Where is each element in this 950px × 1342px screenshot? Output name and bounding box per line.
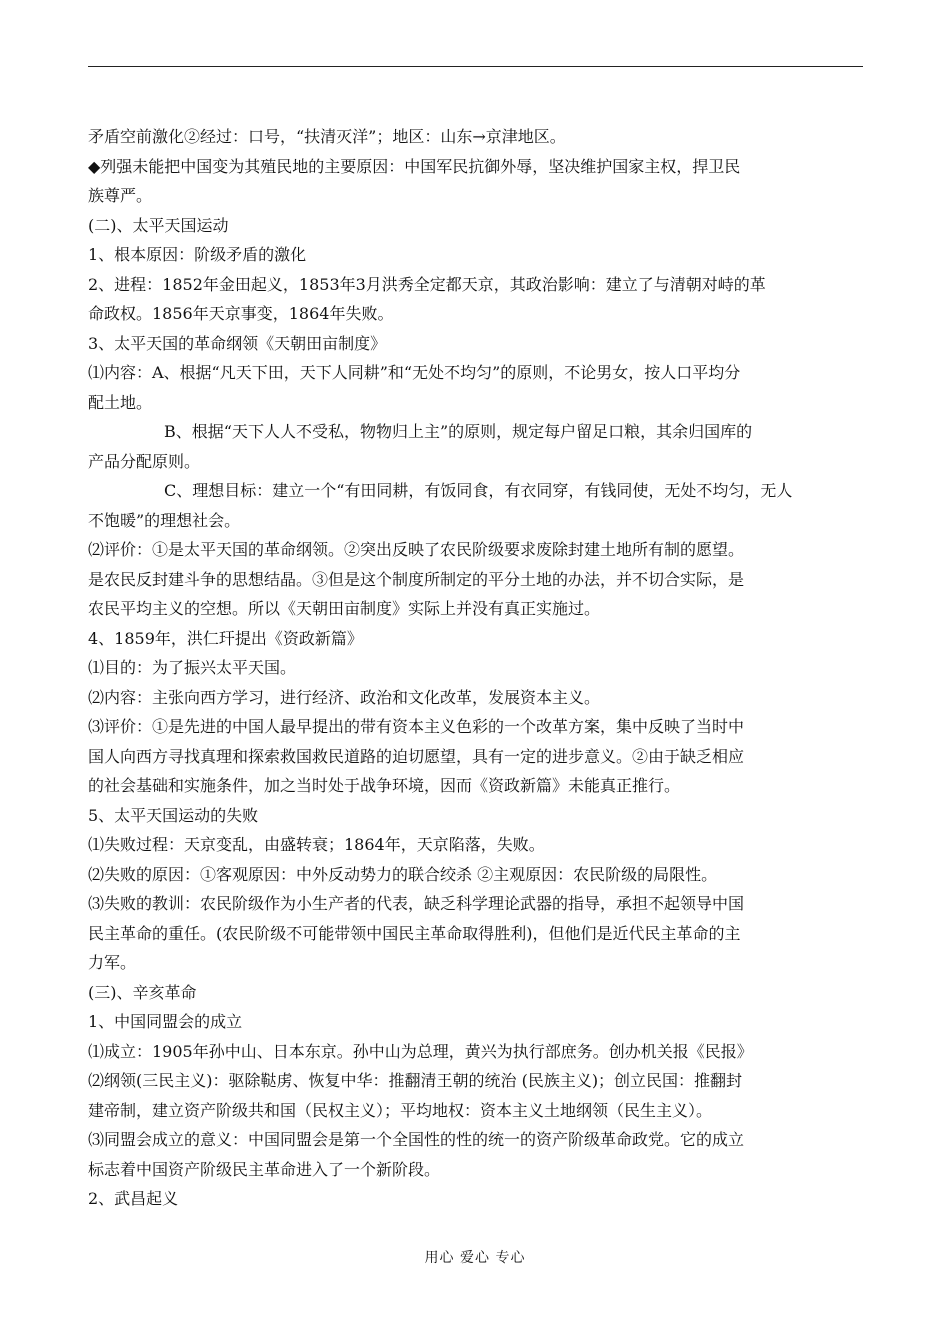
text-line: ⑵内容：主张向西方学习，进行经济、政治和文化改革，发展资本主义。 [88, 687, 601, 707]
page-footer: 用心 爱心 专心 [424, 1250, 526, 1266]
text-line: 民主革命的重任。(农民阶级不可能带领中国民主革命取得胜利)，但他们是近代民主革命的主 [88, 923, 741, 943]
text-line: ⑴失败过程：天京变乱，由盛转衰；1864年，天京陷落，失败。 [88, 835, 545, 854]
text-line: ⑶同盟会成立的意义：中国同盟会是第一个全国性的性的统一的资产阶级革命政党。它的成立 [88, 1130, 745, 1149]
section-heading: (二)、太平天国运动 [88, 215, 229, 235]
text-line: 1、中国同盟会的成立 [88, 1012, 243, 1031]
text-line: 不饱暖”的理想社会。 [88, 510, 241, 530]
text-line: 族尊严。 [88, 186, 153, 205]
text-line: ⑶评价：①是先进的中国人最早提出的带有资本主义色彩的一个改革方案，集中反映了当时中 [88, 717, 745, 736]
text-line: B、根据“天下人人不受私，物物归上主”的原则，规定每户留足口粮，其余归国库的 [164, 422, 753, 441]
text-line: ⑵评价：①是太平天国的革命纲领。②突出反映了农民阶级要求废除封建土地所有制的愿望。 [88, 540, 745, 559]
text-line: ⑵纲领(三民主义)：驱除鞑虏、恢复中华：推翻清王朝的统治 (民族主义)；创立民国：推翻封 [88, 1071, 743, 1090]
text-line: 建帝制，建立资产阶级共和国（民权主义）；平均地权：资本主义土地纲领（民生主义）。 [88, 1100, 713, 1120]
text-line: C、理想目标：建立一个“有田同耕，有饭同食，有衣同穿，有钱同使，无处不均匀，无人 [164, 481, 793, 500]
text-line: ⑵失败的原因：①客观原因：中外反动势力的联合绞杀 ②主观原因：农民阶级的局限性。 [88, 864, 718, 884]
section-heading: (三)、辛亥革命 [88, 982, 197, 1002]
text-line: 3、太平天国的革命纲领《天朝田亩制度》 [88, 333, 387, 353]
text-line: 配土地。 [88, 392, 153, 412]
text-line: ⑴成立：1905年孙中山、日本东京。孙中山为总理，黄兴为执行部庶务。创办机关报《民报》 [88, 1041, 753, 1061]
text-line: 标志着中国资产阶级民主革命进入了一个新阶段。 [88, 1159, 441, 1179]
text-line: 的社会基础和实施条件，加之当时处于战争环境，因而《资政新篇》未能真正推行。 [88, 776, 681, 795]
header-rule [88, 66, 863, 67]
text-line: 农民平均主义的空想。所以《天朝田亩制度》实际上并没有真正实施过。 [88, 599, 601, 618]
text-line: 力军。 [88, 953, 137, 972]
text-line: 国人向西方寻找真理和探索救国救民道路的迫切愿望，具有一定的进步意义。②由于缺乏相应 [88, 746, 745, 766]
text-line: 命政权。1856年天京事变，1864年失败。 [88, 304, 394, 323]
text-line: ⑶失败的教训：农民阶级作为小生产者的代表，缺乏科学理论武器的指导，承担不起领导中国 [88, 894, 745, 913]
text-line: 产品分配原则。 [88, 451, 201, 471]
text-line: ◆列强未能把中国变为其殖民地的主要原因：中国军民抗御外辱，坚决维护国家主权，捍卫民 [88, 156, 741, 176]
text-line: 1、根本原因：阶级矛盾的激化 [88, 245, 307, 264]
text-line: ⑴目的：为了振兴太平天国。 [88, 658, 297, 677]
text-line: ⑴内容：A、根据“凡天下田，天下人同耕”和“无处不均匀”的原则，不论男女，按人口平均分 [88, 363, 741, 382]
document-body [88, 122, 863, 1214]
text-line: 5、太平天国运动的失败 [88, 805, 259, 825]
text-line: 矛盾空前激化②经过：口号，“扶清灭洋”；地区：山东→京津地区。 [88, 127, 566, 146]
text-line: 2、武昌起义 [88, 1189, 179, 1208]
text-line: 2、进程：1852年金田起义，1853年3月洪秀全定都天京，其政治影响：建立了与清朝对峙的革 [88, 274, 766, 294]
text-line: 是农民反封建斗争的思想结晶。③但是这个制度所制定的平分土地的办法，并不切合实际，是 [88, 569, 745, 589]
text-line: 4、1859年，洪仁玕提出《资政新篇》 [88, 628, 363, 648]
